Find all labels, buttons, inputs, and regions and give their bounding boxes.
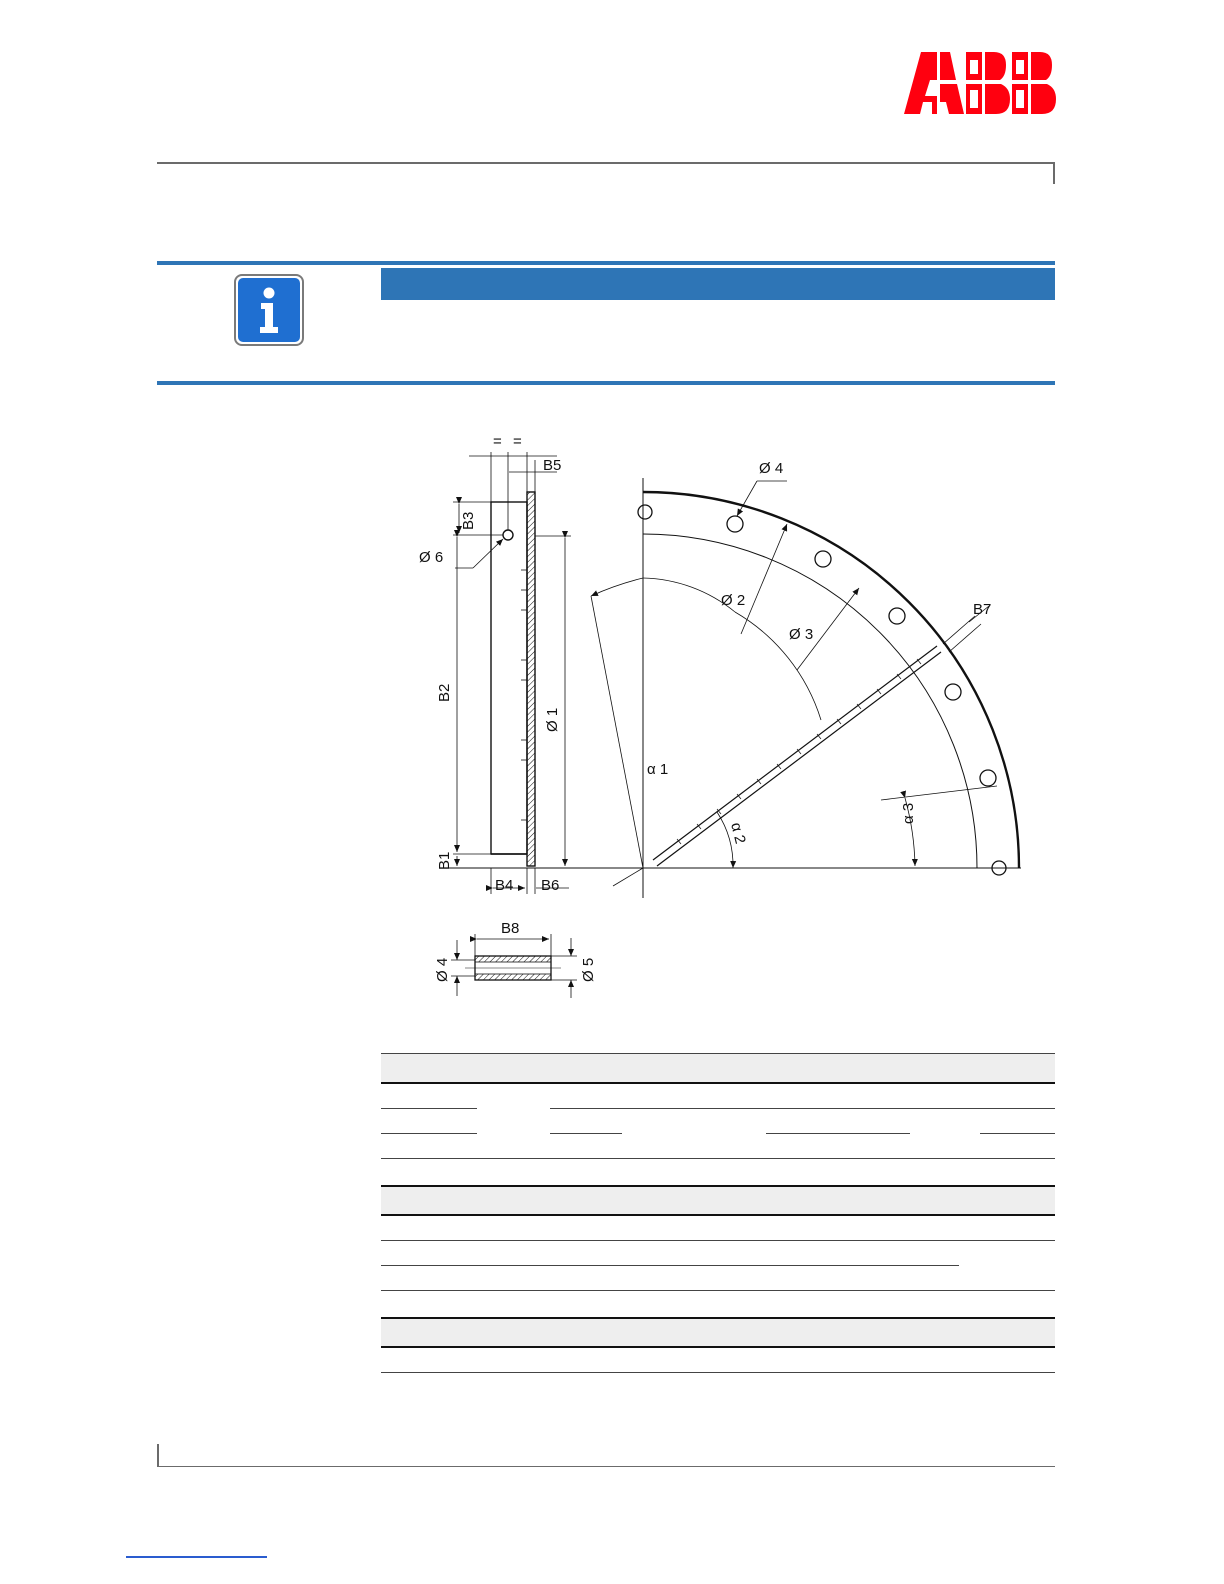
label-a1: α 1 (647, 761, 669, 778)
front-view-dimensions (591, 481, 997, 868)
label-d6: Ø 6 (419, 549, 444, 566)
header-rule-tick (1053, 162, 1055, 184)
abb-logo (904, 52, 1056, 114)
label-a3: α 3 (900, 802, 917, 824)
table-rule (381, 1290, 1055, 1291)
sleeve-detail (465, 956, 561, 980)
note-header-bar (381, 268, 1055, 300)
table-rule (381, 1133, 477, 1134)
sleeve-dimensions (451, 934, 577, 998)
label-b2: B2 (436, 683, 453, 702)
info-icon (234, 274, 304, 346)
note-top-rule (157, 261, 1055, 265)
label-a2: α 2 (727, 820, 749, 846)
table-rule (381, 1317, 1055, 1319)
table-rule (381, 1214, 1055, 1216)
table-rule (550, 1133, 622, 1134)
flange-drawing (381, 420, 1055, 1020)
table-rule (381, 1053, 1055, 1054)
table-2-header (381, 1186, 1055, 1214)
table-rule (381, 1158, 1055, 1159)
table-rule (550, 1108, 1055, 1109)
label-d4: Ø 4 (759, 460, 784, 477)
table-rule (381, 1185, 1055, 1187)
label-b5: B5 (543, 457, 562, 474)
label-b3: B3 (460, 511, 477, 530)
table-rule (381, 1082, 1055, 1084)
header-rule (157, 162, 1055, 164)
table-rule (381, 1265, 959, 1266)
label-b4: B4 (495, 877, 514, 894)
label-d2: Ø 2 (721, 592, 746, 609)
footer-rule (157, 1466, 1055, 1467)
label-b6: B6 (541, 877, 560, 894)
table-rule (980, 1133, 1055, 1134)
note-bottom-rule (157, 381, 1055, 385)
equal-mark-right: = (513, 433, 522, 450)
sleeve-labels (434, 920, 597, 982)
side-view (441, 492, 643, 868)
label-b8: B8 (501, 920, 520, 937)
equal-mark-left: = (493, 433, 502, 450)
table-rule (381, 1108, 477, 1109)
label-sleeve-d4: Ø 4 (434, 957, 451, 982)
footer-rule-tick (157, 1444, 159, 1467)
table-rule (766, 1133, 910, 1134)
label-d1: Ø 1 (544, 707, 561, 732)
table-rule (381, 1372, 1055, 1373)
label-d5: Ø 5 (580, 957, 597, 982)
table-rule (381, 1346, 1055, 1348)
label-b7: B7 (973, 601, 992, 618)
label-b1: B1 (436, 851, 453, 870)
front-view (613, 478, 1021, 898)
table-3-header (381, 1318, 1055, 1346)
table-1-header (381, 1053, 1055, 1082)
label-d3: Ø 3 (789, 626, 814, 643)
table-rule (381, 1240, 1055, 1241)
footer-link[interactable] (126, 1556, 267, 1558)
